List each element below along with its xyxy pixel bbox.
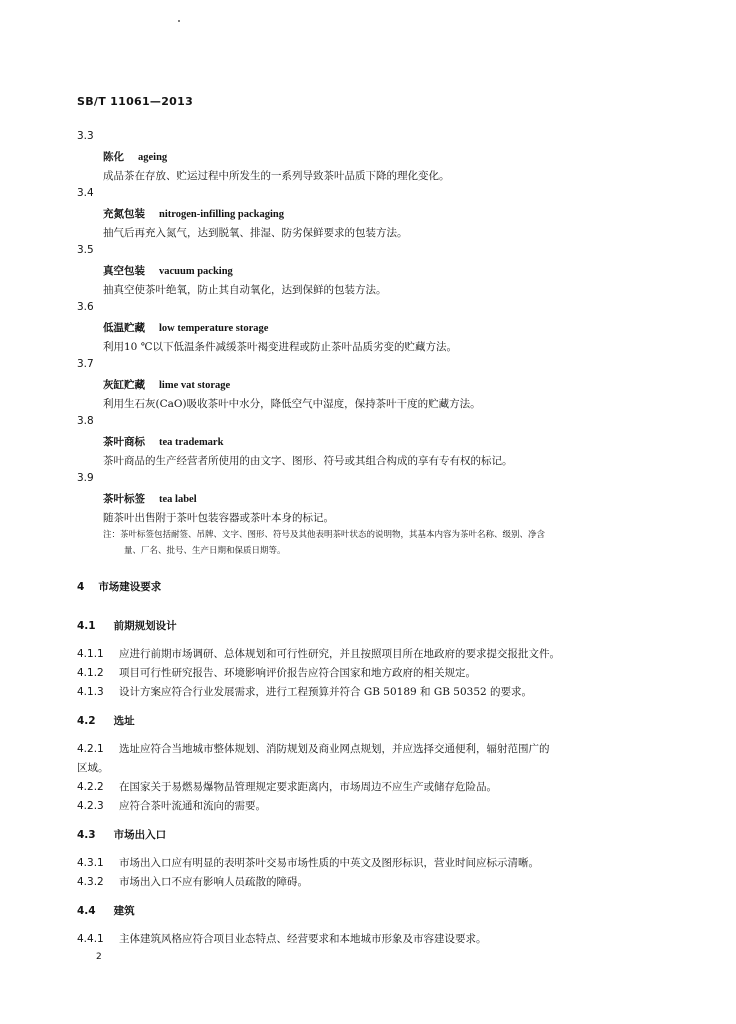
standard-number-header: SB/T 11061—2013 (77, 95, 194, 108)
clause-number: 4.3.2 (77, 876, 104, 888)
clause (77, 931, 487, 946)
term-definition: 抽气后再充入氮气，达到脱氧、排湿、防劣保鲜要求的包装方法。 (103, 227, 408, 239)
term-number: 3.5 (77, 244, 94, 256)
subsection-title: 市场出入口 (113, 829, 167, 841)
clause (77, 855, 539, 870)
subsection-heading (77, 827, 166, 842)
term-definition: 利用生石灰(CaO)吸收茶叶中水分，降低空气中湿度，保持茶叶干度的贮藏方法。 (103, 398, 481, 410)
term-definition: 茶叶商品的生产经营者所使用的由文字、图形、符号或其组合构成的享有专有权的标记。 (103, 455, 513, 467)
term-definition: 随茶叶出售附于茶叶包装容器或茶叶本身的标记。 (103, 512, 334, 524)
term-definition: 抽真空使茶叶绝氧，防止其自动氧化，达到保鲜的包装方法。 (103, 284, 387, 296)
subsection-title: 选址 (113, 715, 135, 727)
term-title (103, 491, 197, 506)
term-definition: 利用10 ℃以下低温条件减缓茶叶褐变进程或防止茶叶品质劣变的贮藏方法。 (103, 341, 457, 353)
clause-number: 4.2.3 (77, 800, 104, 812)
term-zh: 茶叶商标 (103, 436, 145, 448)
clause-number: 4.1.1 (77, 648, 104, 660)
term-zh: 低温贮藏 (103, 322, 145, 334)
clause-text: 设计方案应符合行业发展需求，进行工程预算并符合 GB 50189 和 GB 50352 的要求。 (119, 686, 533, 698)
term-title (103, 263, 233, 278)
clause (77, 646, 560, 661)
subsection-heading (77, 713, 135, 728)
term-zh: 陈化 (103, 151, 124, 163)
clause-number: 4.3.1 (77, 857, 104, 869)
section-title: 市场建设要求 (98, 581, 162, 593)
section-number: 4 (77, 581, 85, 593)
term-zh: 充氮包装 (103, 208, 145, 220)
scan-speck (178, 20, 180, 22)
clause (77, 779, 497, 794)
clause-text: 主体建筑风格应符合项目业态特点、经营要求和本地城市形象及市容建设要求。 (119, 933, 487, 945)
clause-text: 市场出入口不应有影响人员疏散的障碍。 (119, 876, 308, 888)
clause-text: 应符合茶叶流通和流向的需要。 (119, 800, 266, 812)
section-heading (77, 579, 161, 594)
term-title (103, 149, 167, 164)
clause-number: 4.2.2 (77, 781, 104, 793)
clause-text: 选址应符合当地城市整体规划、消防规划及商业网点规划，并应选择交通便利，辐射范围广的 (119, 743, 550, 755)
term-en: nitrogen-infilling packaging (159, 209, 284, 220)
clause (77, 798, 266, 813)
clause-text: 项目可行性研究报告、环境影响评价报告应符合国家和地方政府的相关规定。 (119, 667, 476, 679)
clause (77, 665, 476, 680)
term-en: vacuum packing (159, 266, 233, 277)
subsection-number: 4.4 (77, 905, 96, 917)
term-title (103, 434, 223, 449)
term-zh: 真空包装 (103, 265, 145, 277)
term-number: 3.3 (77, 130, 94, 142)
clause (77, 741, 550, 756)
subsection-number: 4.1 (77, 620, 96, 632)
term-number: 3.9 (77, 472, 94, 484)
clause-number: 4.1.3 (77, 686, 104, 698)
subsection-heading (77, 903, 135, 918)
clause (77, 874, 308, 889)
term-number: 3.7 (77, 358, 94, 370)
clause-text: 应进行前期市场调研、总体规划和可行性研究，并且按照项目所在地政府的要求提交报批文件。 (119, 648, 560, 660)
term-en: tea trademark (159, 437, 224, 448)
clause-number: 4.1.2 (77, 667, 104, 679)
clause-continuation: 区域。 (77, 762, 109, 774)
term-number: 3.6 (77, 301, 94, 313)
clause-number: 4.2.1 (77, 743, 104, 755)
term-en: low temperature storage (159, 323, 269, 334)
note-line: 注：茶叶标签包括耐签、吊牌、文字、图形、符号及其他表明茶叶状态的说明物，其基本内容为茶叶名称、级别、净含 (103, 530, 546, 540)
page-number: 2 (96, 952, 102, 962)
term-en: ageing (138, 152, 168, 163)
term-definition: 成品茶在存放、贮运过程中所发生的一系列导致茶叶品质下降的理化变化。 (103, 170, 450, 182)
clause-text: 市场出入口应有明显的表明茶叶交易市场性质的中英文及图形标识，营业时间应标示清晰。 (119, 857, 539, 869)
subsection-title: 建筑 (113, 905, 135, 917)
term-en: tea label (159, 494, 197, 505)
term-number: 3.4 (77, 187, 94, 199)
term-title (103, 320, 268, 335)
note-line: 量、厂名、批号、生产日期和保质日期等。 (124, 546, 286, 556)
clause-number: 4.4.1 (77, 933, 104, 945)
term-number: 3.8 (77, 415, 94, 427)
subsection-number: 4.3 (77, 829, 96, 841)
term-title (103, 377, 230, 392)
subsection-title: 前期规划设计 (113, 620, 177, 632)
subsection-heading (77, 618, 177, 633)
term-en: lime vat storage (159, 380, 231, 391)
note (103, 527, 655, 559)
clause-text: 在国家关于易燃易爆物品管理规定要求距离内，市场周边不应生产或储存危险品。 (119, 781, 497, 793)
subsection-number: 4.2 (77, 715, 96, 727)
clause (77, 684, 532, 699)
term-zh: 灰缸贮藏 (103, 379, 145, 391)
term-title (103, 206, 284, 221)
term-zh: 茶叶标签 (103, 493, 145, 505)
